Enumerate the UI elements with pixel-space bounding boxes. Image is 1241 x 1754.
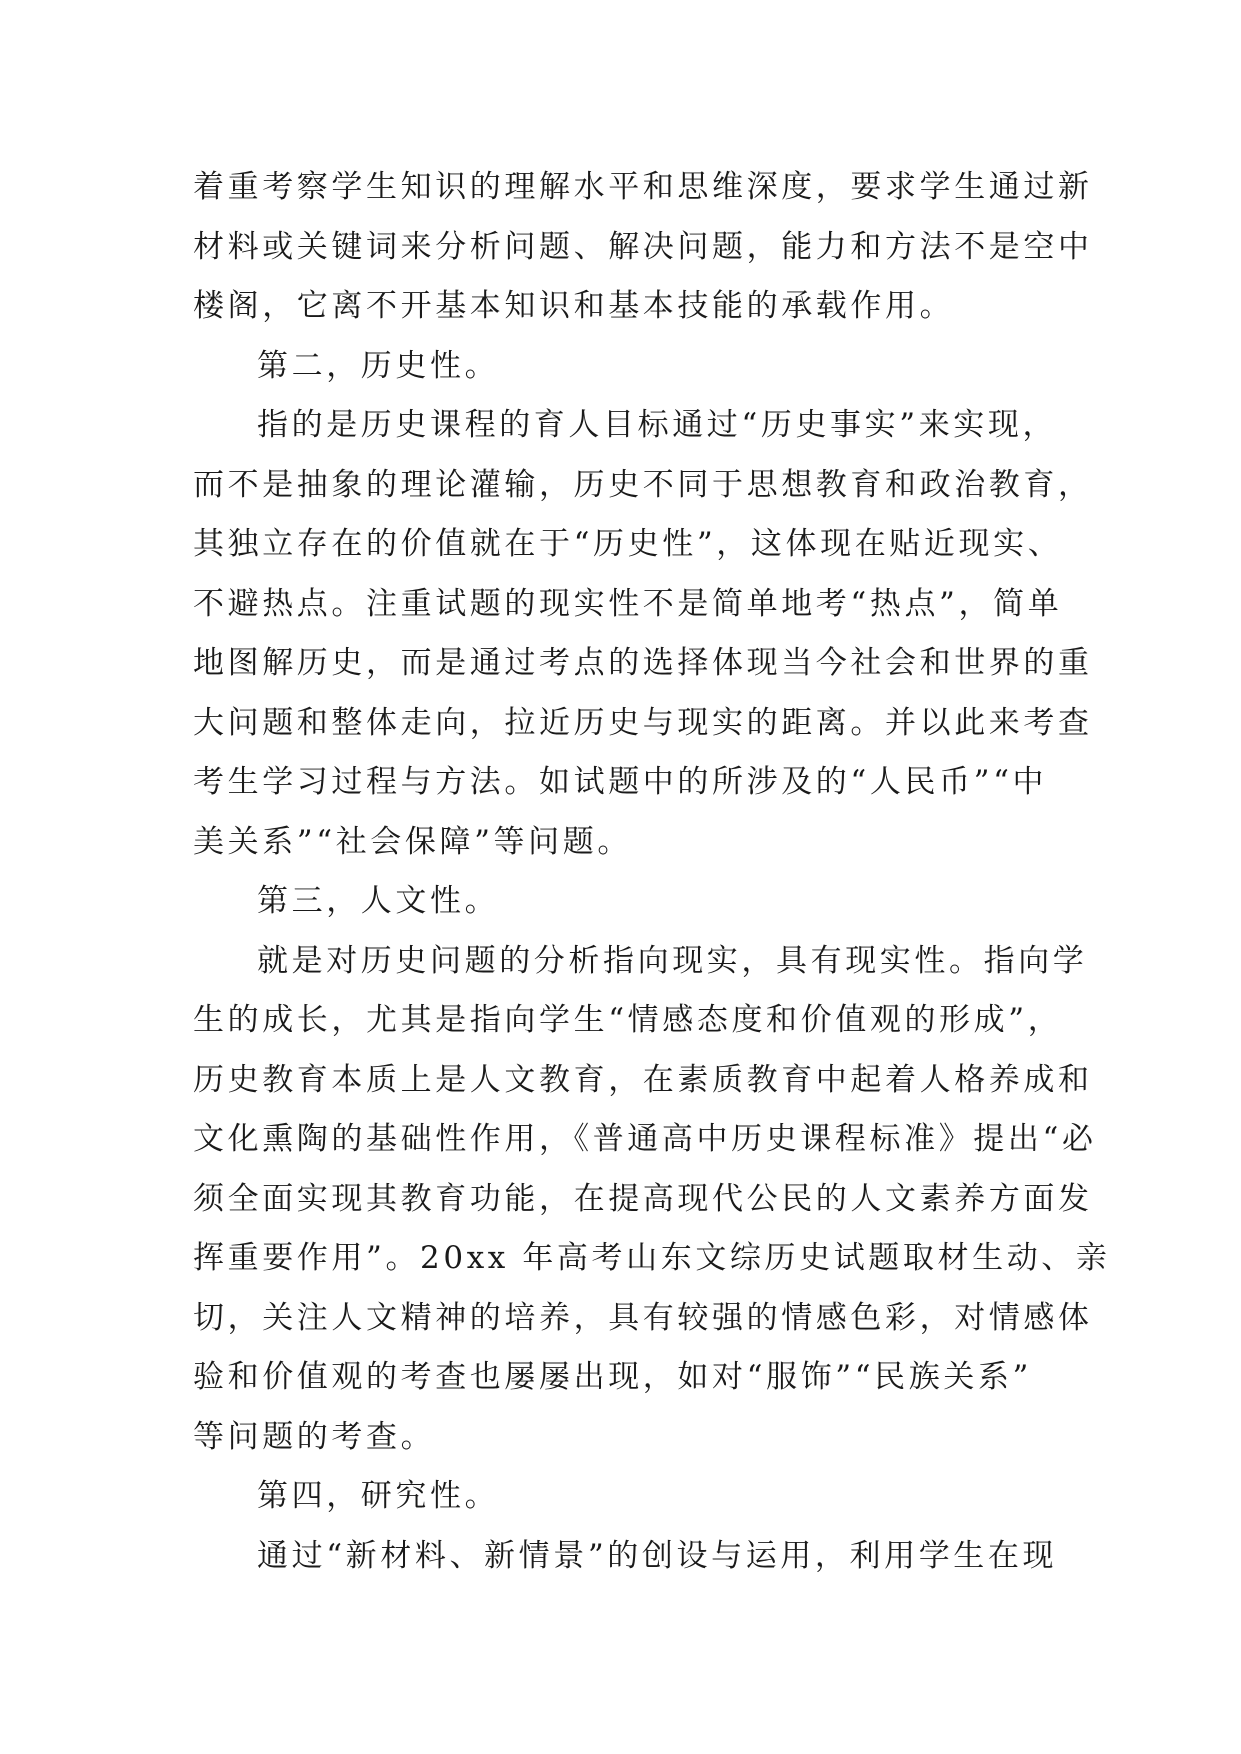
section-heading: 第四，研究性。 bbox=[257, 1478, 500, 1514]
text-line: 通过“新材料、新情景”的创设与运用，利用学生在现 bbox=[257, 1537, 1058, 1574]
text-line: 挥重要作用”。20xx 年高考山东文综历史试题取材生动、亲 bbox=[193, 1240, 1111, 1276]
text-line: 材料或关键词来分析问题、解决问题，能力和方法不是空中 bbox=[193, 228, 1093, 265]
text-line: 不避热点。注重试题的现实性不是简单地考“热点”，简单 bbox=[193, 585, 1063, 622]
text-line: 指的是历史课程的育人目标通过“历史事实”来实现， bbox=[257, 407, 1058, 443]
text-line: 须全面实现其教育功能，在提高现代公民的人文素养方面发 bbox=[193, 1180, 1093, 1217]
text-line: 美关系”“社会保障”等问题。 bbox=[193, 823, 632, 860]
text-line: 大问题和整体走向，拉近历史与现实的距离。并以此来考查 bbox=[193, 704, 1093, 741]
text-line: 切，关注人文精神的培养，具有较强的情感色彩，对情感体 bbox=[193, 1299, 1093, 1336]
text-line: 文化熏陶的基础性作用，《普通高中历史课程标准》提出“必 bbox=[193, 1121, 1097, 1157]
section-heading: 第二，历史性。 bbox=[257, 347, 500, 384]
text-line: 考生学习过程与方法。如试题中的所涉及的“人民币”“中 bbox=[193, 764, 1048, 800]
text-line: 地图解历史，而是通过考点的选择体现当今社会和世界的重 bbox=[193, 645, 1093, 681]
document-body bbox=[193, 158, 1111, 1586]
text-line: 历史教育本质上是人文教育，在素质教育中起着人格养成和 bbox=[193, 1061, 1093, 1098]
text-line: 而不是抽象的理论灌输，历史不同于思想教育和政治教育， bbox=[193, 466, 1093, 503]
text-line: 其独立存在的价值就在于“历史性”，这体现在贴近现实、 bbox=[193, 526, 1063, 562]
text-line: 验和价值观的考查也屡屡出现，如对“服饰”“民族关系” bbox=[193, 1359, 1032, 1395]
text-line: 生的成长，尤其是指向学生“情感态度和价值观的形成”， bbox=[193, 1002, 1063, 1038]
text-line: 楼阁，它离不开基本知识和基本技能的承载作用。 bbox=[193, 288, 955, 324]
text-line: 等问题的考查。 bbox=[193, 1418, 436, 1455]
section-heading: 第三，人文性。 bbox=[257, 883, 500, 919]
text-line: 着重考察学生知识的理解水平和思维深度，要求学生通过新 bbox=[193, 169, 1093, 205]
text-line: 就是对历史问题的分析指向现实，具有现实性。指向学 bbox=[257, 942, 1088, 979]
